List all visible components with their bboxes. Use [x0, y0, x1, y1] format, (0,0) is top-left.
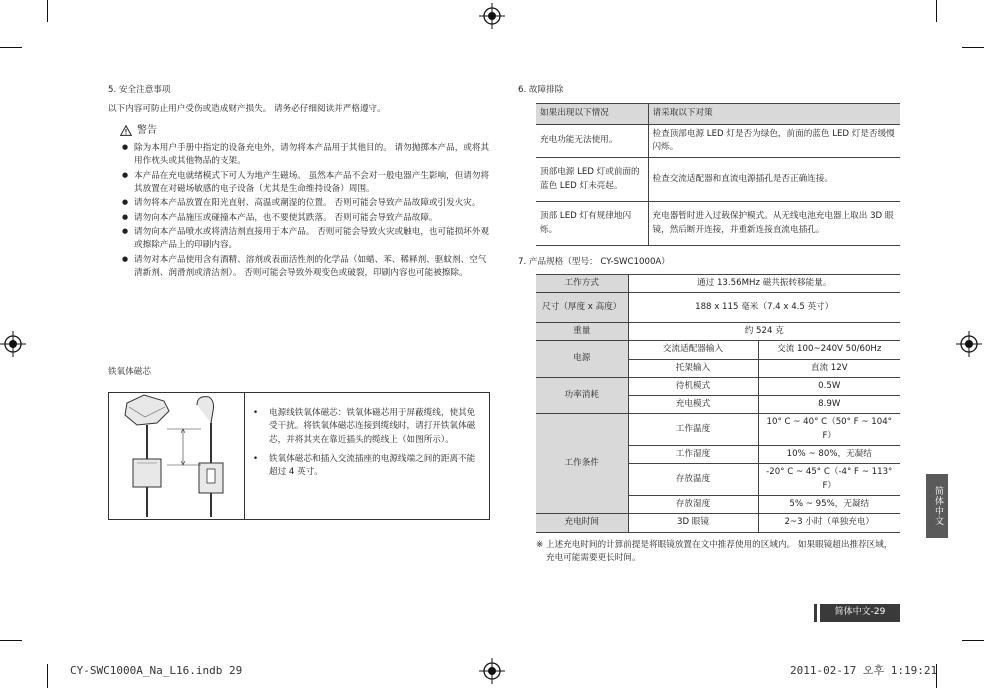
spec-value: 188 x 115 毫米（7.4 x 4.5 英寸） [628, 292, 900, 322]
spec-value: -20° C ~ 45° C（-4° F ~ 113° F） [758, 464, 900, 496]
spec-value: 0.5W [758, 377, 900, 395]
table-row [536, 322, 900, 340]
spec-sublabel: 工作湿度 [628, 446, 758, 464]
safety-section [108, 84, 490, 281]
list-item: ● 请勿将本产品放置在阳光直射、高温或潮湿的位置。 否则可能会导致产品故障或引发火灾。 [122, 197, 490, 210]
spec-sublabel: 存放湿度 [628, 496, 758, 514]
crop-mark [936, 0, 937, 22]
language-side-tab: 简体中文 [926, 474, 948, 538]
table-row [536, 274, 900, 292]
crop-mark [47, 0, 48, 22]
table-cell: 顶部电源 LED 灯或前面的蓝色 LED 灯未亮起。 [536, 158, 648, 202]
list-item: ● 请勿对本产品使用含有酒精、溶剂或表面活性剂的化学品（如蜡、苯、稀释剂、驱蚊剂、空气清新剂、润滑剂或清洁剂）。 否则可能会导致外观变色或破裂，印刷内容也可能被擦除。 [122, 254, 490, 281]
table-cell: 检查交流适配器和直流电源插孔是否正确连接。 [648, 158, 900, 202]
footer-date: 2011-02-17 오후 1:19:21 [790, 664, 938, 677]
table-cell: 顶部 LED 灯有规律地闪烁。 [536, 202, 648, 246]
spec-value: 2~3 小时（单独充电） [758, 514, 900, 532]
ferrite-core-illustration-icon [109, 393, 245, 519]
ferrite-box [108, 392, 490, 520]
table-row [536, 158, 900, 202]
warning-triangle-icon [120, 125, 132, 136]
footer-file: CY-SWC1000A_Na_L16.indb 29 [70, 664, 243, 677]
spec-value: 交流 100~240V 50/60Hz [758, 341, 900, 359]
table-cell: 充电器暂时进入过载保护模式。从无线电池充电器上取出 3D 眼镜，然后断开连接，并重新连接直流电插孔。 [648, 202, 900, 246]
specs-title: 7. 产品规格（型号： CY-SWC1000A） [518, 257, 670, 268]
registration-mark-icon [956, 331, 982, 357]
table-row [536, 414, 900, 446]
list-item: ● 除为本用户手册中指定的设备充电外，请勿将本产品用于其他目的。 请勿抛掷本产品，或将其用作枕头或其他物品的支架。 [122, 142, 490, 169]
spec-value: 8.9W [758, 396, 900, 414]
list-item: • 电源线铁氧体磁芯：铁氧体磁芯用于屏蔽缆线，使其免受干扰。将铁氧体磁芯连接到缆线时，请打开铁氧体磁芯，并将其夹在靠近插头的缆线上（如图所示）。 [251, 407, 479, 447]
spec-value: 通过 13.56MHz 磁共振转移能量。 [628, 274, 900, 292]
safety-intro: 以下内容可防止用户受伤或造成财产损失。 请务必仔细阅读并严格遵守。 [108, 104, 386, 115]
specs-footnote: ※ 上述充电时间的计算前提是将眼镜放置在文中推荐使用的区域内。 如果眼镜超出推荐区域，充电可能需要更长时间。 [536, 539, 893, 563]
safety-list [122, 142, 490, 280]
registration-mark-icon [0, 331, 26, 357]
troubleshoot-title: 6. 故障排除 [518, 85, 564, 95]
spec-sublabel: 待机模式 [628, 377, 758, 395]
spec-sublabel: 3D 眼镜 [628, 514, 758, 532]
table-row [536, 341, 900, 359]
table-row [536, 292, 900, 322]
list-item: ● 本产品在充电就绪模式下可人为地产生磁场。 虽然本产品不会对一般电器产生影响，但请勿将其放置在对磁场敏感的电子设备（尤其是生命维持设备）周围。 [122, 170, 490, 197]
spec-value: 10° C ~ 40° C（50° F ~ 104° F） [758, 414, 900, 446]
list-item: ● 请勿向本产品施压或碰撞本产品，也不要使其跌落。 否则可能会导致产品故障。 [122, 212, 490, 225]
specs-table [536, 274, 900, 533]
spec-label: 工作方式 [536, 274, 628, 292]
page-number: 简体中文-29 [820, 604, 900, 622]
spec-label: 尺寸（厚度 x 高度） [536, 292, 628, 322]
ferrite-title: 铁氧体磁芯 [108, 367, 151, 377]
ferrite-notes [245, 393, 489, 519]
spec-sublabel: 充电模式 [628, 396, 758, 414]
safety-title: 5. 安全注意事项 [108, 85, 171, 95]
registration-mark-icon [479, 3, 505, 29]
crop-mark [0, 47, 22, 48]
crop-mark [0, 640, 22, 641]
table-row [536, 202, 900, 246]
table-row [536, 514, 900, 532]
registration-mark-icon [479, 658, 505, 684]
spec-sublabel: 交流适配器输入 [628, 341, 758, 359]
table-cell: 充电功能无法使用。 [536, 124, 648, 158]
spec-label: 重量 [536, 322, 628, 340]
spec-label: 电源 [536, 341, 628, 378]
spec-value: 直流 12V [758, 359, 900, 377]
spec-value: 10% ~ 80%，无凝结 [758, 446, 900, 464]
spec-sublabel: 托架输入 [628, 359, 758, 377]
table-cell: 检查顶部电源 LED 灯是否为绿色，前面的蓝色 LED 灯是否缓慢闪烁。 [648, 124, 900, 158]
crop-mark [962, 47, 984, 48]
table-row [536, 124, 900, 158]
spec-label: 工作条件 [536, 414, 628, 514]
list-item: ● 请勿向本产品喷水或将清洁剂直接用于本产品。 否则可能会导致火灾或触电，也可能损坏外观或擦除产品上的印刷内容。 [122, 226, 490, 253]
table-row [536, 377, 900, 395]
warning-heading [120, 123, 490, 139]
ferrite-illustration [109, 393, 245, 519]
right-column [518, 84, 900, 565]
table-header: 如果出现以下情况 [536, 104, 648, 124]
warning-label: 警告 [137, 124, 157, 136]
spec-label: 充电时间 [536, 514, 628, 532]
table-header: 请采取以下对策 [648, 104, 900, 124]
table-header-row [536, 104, 900, 124]
list-item: • 铁氧体磁芯和插入交流插座的电源线端之间的距离不能超过 4 英寸。 [251, 453, 479, 480]
spec-value: 约 524 克 [628, 322, 900, 340]
troubleshoot-table [536, 103, 900, 246]
crop-mark [962, 640, 984, 641]
spec-value: 5% ~ 95%，无凝结 [758, 496, 900, 514]
spec-sublabel: 工作温度 [628, 414, 758, 446]
spec-label: 功率消耗 [536, 377, 628, 414]
spec-sublabel: 存放温度 [628, 464, 758, 496]
crop-mark [47, 664, 48, 688]
